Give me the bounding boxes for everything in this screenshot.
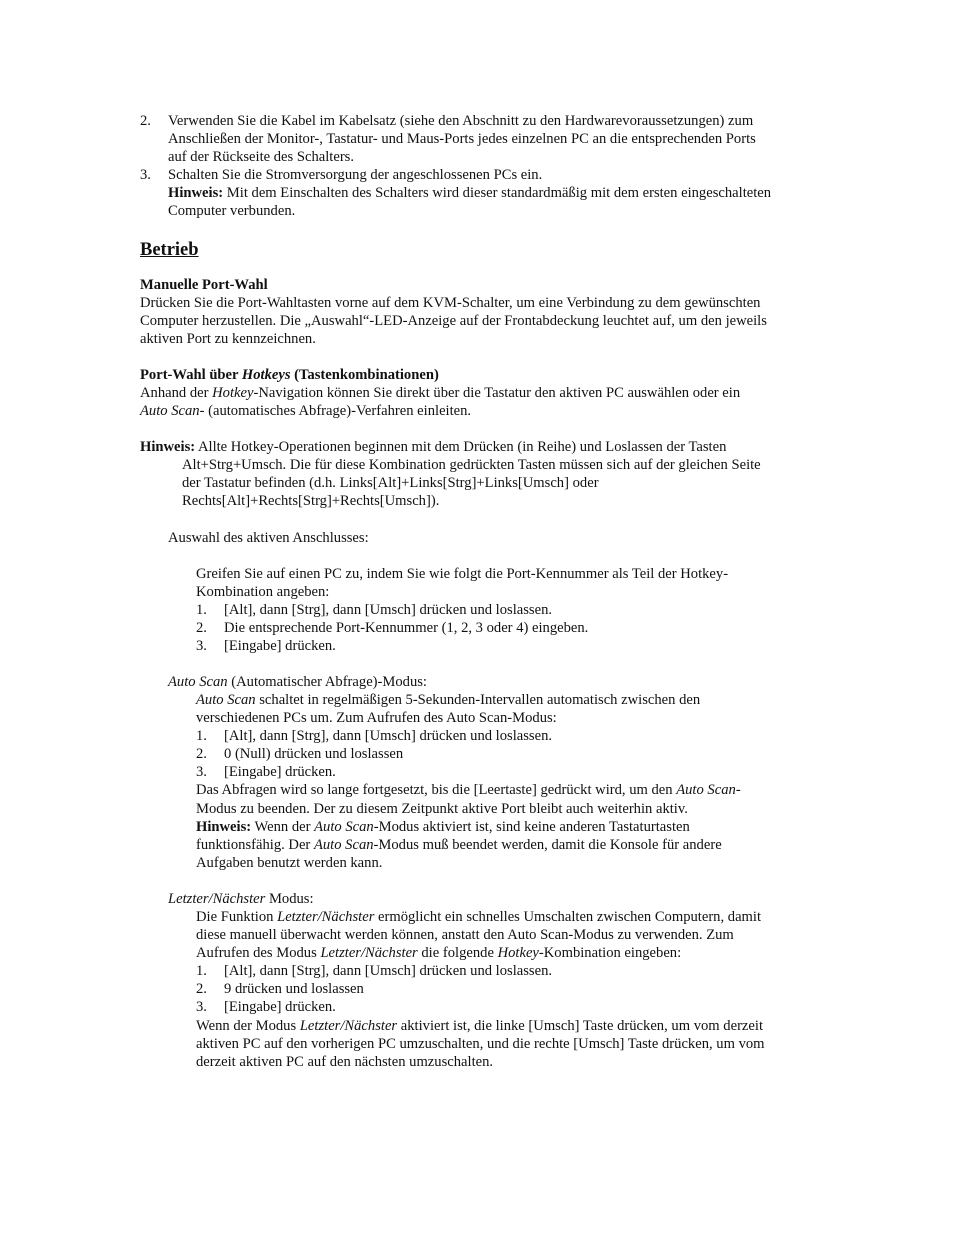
text-line: der Tastatur befinden (d.h. Links[Alt]+Links[Strg]+Links[Umsch] oder — [182, 475, 599, 492]
text-span: Das Abfragen wird so lange fortgesetzt, bis die [Leertaste] gedrückt wird, um den — [196, 782, 677, 799]
text-line — [196, 781, 816, 799]
install-step-3 — [140, 166, 820, 220]
text-line: Mit dem Einschalten des Schalters wird dieser standardmäßig mit dem ersten eingeschalteten — [223, 185, 772, 202]
text-line: Modus zu beenden. Der zu diesem Zeitpunkt aktive Port bleibt auch weiterhin aktiv. — [196, 800, 688, 817]
list-item — [196, 637, 816, 655]
list-item — [196, 727, 816, 745]
text-span: Letzter/Nächster — [299, 1017, 398, 1034]
text-line: verschiedenen PCs um. Zum Aufrufen des Auto Scan-Modus: — [196, 710, 557, 727]
step-text: [Eingabe] drücken. — [224, 999, 336, 1016]
heading-part: (Tastenkombinationen) — [290, 367, 439, 383]
text-line — [140, 438, 820, 456]
auto-scan-body — [196, 691, 816, 872]
text-line: Verwenden Sie die Kabel im Kabelsatz (siehe den Abschnitt zu den Hardwarevoraussetzungen) zum — [168, 113, 754, 129]
list-item — [196, 763, 816, 781]
text-line: Greifen Sie auf einen PC zu, indem Sie wie folgt die Port-Kennummer als Teil der Hotkey- — [196, 566, 729, 582]
text-line — [196, 944, 816, 962]
text-span: aktiviert ist, die linke [Umsch] Taste drücken, um vom derzeit — [397, 1017, 763, 1034]
text-span: Die Funktion — [196, 909, 278, 925]
hotkey-section — [140, 366, 820, 420]
step-number: 2. — [140, 113, 151, 129]
list-item — [196, 745, 816, 763]
text-span: Aufrufen des Modus — [196, 945, 321, 962]
text-line: diese manuell überwacht werden können, anstatt den Auto Scan-Modus zu verwenden. Zum — [196, 927, 734, 944]
step-text: [Alt], dann [Strg], dann [Umsch] drücken und loslassen. — [224, 728, 553, 745]
list-item — [196, 998, 816, 1016]
text-line: Aufgaben benutzt werden kann. — [196, 854, 383, 871]
hint-label: Hinweis: — [140, 439, 196, 455]
text-span: - (automatisches Abfrage)-Verfahren einleiten. — [199, 403, 472, 420]
text-span: -Navigation können Sie direkt über die Tastatur den aktiven PC auswählen oder ein — [253, 385, 741, 402]
text-line — [140, 384, 820, 402]
text-line: Alt+Strg+Umsch. Die für diese Kombination gedrückten Tasten müssen sich auf der gleichen Seite — [182, 457, 761, 474]
heading-part: Hotkeys — [241, 367, 291, 383]
step-number: 2. — [196, 746, 207, 763]
step-number: 1. — [196, 728, 207, 745]
step-number: 3. — [140, 167, 151, 183]
step-text: [Alt], dann [Strg], dann [Umsch] drücken und loslassen. — [224, 963, 553, 980]
text-line: Kombination angeben: — [196, 584, 330, 601]
text-line: aktiven Port zu kennzeichnen. — [140, 331, 316, 348]
text-line — [140, 402, 820, 420]
text-span: (Automatischer Abfrage)-Modus: — [227, 674, 427, 690]
step-text: [Alt], dann [Strg], dann [Umsch] drücken und loslassen. — [224, 602, 553, 619]
text-line — [196, 818, 816, 836]
text-span: Wenn der Modus — [196, 1017, 300, 1034]
text-line: aktiven PC auf den vorherigen PC umzuschalten, und die rechte [Umsch] Taste drücken, um vom — [196, 1035, 765, 1052]
note-label: Hinweis: — [168, 185, 224, 202]
list-item — [196, 962, 816, 980]
text-line: Computer herzustellen. Die „Auswahl“-LED-Anzeige auf der Frontabdeckung leuchtet auf, um den jeweils — [140, 313, 767, 330]
text-span: ermöglicht ein schnelles Umschalten zwischen Computern, damit — [374, 909, 762, 925]
text-span: -Modus aktiviert ist, sind keine anderen Tastaturtasten — [373, 818, 690, 835]
list-item — [196, 619, 816, 637]
text-span: Wenn der — [251, 818, 315, 835]
text-span: Auto Scan — [676, 782, 736, 799]
text-line — [196, 836, 816, 854]
text-span: schaltet in regelmäßigen 5-Sekunden-Intervallen automatisch zwischen den — [255, 692, 701, 708]
text-line: Drücken Sie die Port-Wahltasten vorne auf dem KVM-Schalter, um eine Verbindung zu dem gewünschten — [140, 295, 761, 312]
text-span: Hotkey — [212, 385, 254, 402]
text-line: Rechts[Alt]+Rechts[Strg]+Rechts[Umsch]). — [182, 493, 440, 510]
text-span: - — [735, 782, 741, 799]
step-text — [140, 166, 820, 220]
list-item — [196, 980, 816, 998]
step-number: 1. — [196, 963, 207, 980]
step-text: 9 drücken und loslassen — [224, 981, 364, 998]
text-line: derzeit aktiven PC auf den nächsten umzuschalten. — [196, 1053, 494, 1070]
auto-scan-title — [168, 673, 848, 691]
text-line: auf der Rückseite des Schalters. — [168, 149, 355, 166]
text-line: Anschließen der Monitor-, Tastatur- und Maus-Ports jedes einzelnen PC an die entsprechenden Ports — [168, 131, 756, 148]
text-span: -Modus muß beendet werden, damit die Konsole für andere — [373, 836, 722, 853]
step-number: 3. — [196, 999, 207, 1016]
active-port-instructions — [196, 565, 816, 655]
last-next-title — [168, 890, 848, 908]
step-text — [140, 112, 820, 166]
step-text: [Eingabe] drücken. — [224, 638, 336, 655]
text-line: Schalten Sie die Stromversorgung der angeschlossenen PCs ein. — [168, 167, 543, 183]
list-item — [196, 601, 816, 619]
step-number: 1. — [196, 602, 207, 619]
text-span: Letzter/Nächster — [320, 945, 418, 962]
step-text: 0 (Null) drücken und loslassen — [224, 746, 404, 763]
text-line — [196, 1017, 816, 1035]
text-span: Auto Scan — [140, 403, 200, 420]
text-span: Letzter/Nächster — [277, 909, 375, 925]
text-span: Auto Scan — [196, 692, 256, 708]
hint-paragraph — [140, 438, 820, 510]
text-span: Anhand der — [140, 385, 213, 402]
step-note — [168, 184, 820, 202]
text-span: funktionsfähig. Der — [196, 836, 314, 853]
text-span: Allte Hotkey-Operationen beginnen mit dem Drücken (in Reihe) und Loslassen der Tasten — [195, 439, 727, 455]
step-text: Die entsprechende Port-Kennummer (1, 2, 3 oder 4) eingeben. — [224, 620, 589, 637]
text-span: Auto Scan — [314, 818, 374, 835]
section-title: Betrieb — [140, 240, 199, 260]
step-number: 2. — [196, 981, 207, 998]
text-line — [196, 908, 816, 926]
text-span: die folgende — [417, 945, 498, 962]
text-span: Auto Scan — [313, 836, 374, 853]
step-number: 3. — [196, 764, 207, 781]
text-span: Modus: — [265, 891, 314, 907]
active-port-title: Auswahl des aktiven Anschlusses: — [168, 530, 369, 546]
subsection-heading — [140, 366, 820, 384]
step-text: [Eingabe] drücken. — [224, 764, 336, 781]
text-line — [196, 691, 816, 709]
manual-port-section — [140, 276, 820, 348]
text-span: Hotkey — [497, 945, 539, 962]
last-next-body — [196, 908, 816, 1071]
text-span: Auto Scan — [168, 674, 228, 690]
hint-label: Hinweis: — [196, 818, 252, 835]
subsection-heading: Manuelle Port-Wahl — [140, 277, 268, 293]
heading-part: Port-Wahl über — [140, 367, 242, 383]
text-span: -Kombination eingeben: — [538, 945, 682, 962]
install-step-2 — [140, 112, 820, 166]
text-span: Letzter/Nächster — [168, 891, 266, 907]
text-line: Computer verbunden. — [168, 203, 296, 220]
step-number: 3. — [196, 638, 207, 655]
step-number: 2. — [196, 620, 207, 637]
